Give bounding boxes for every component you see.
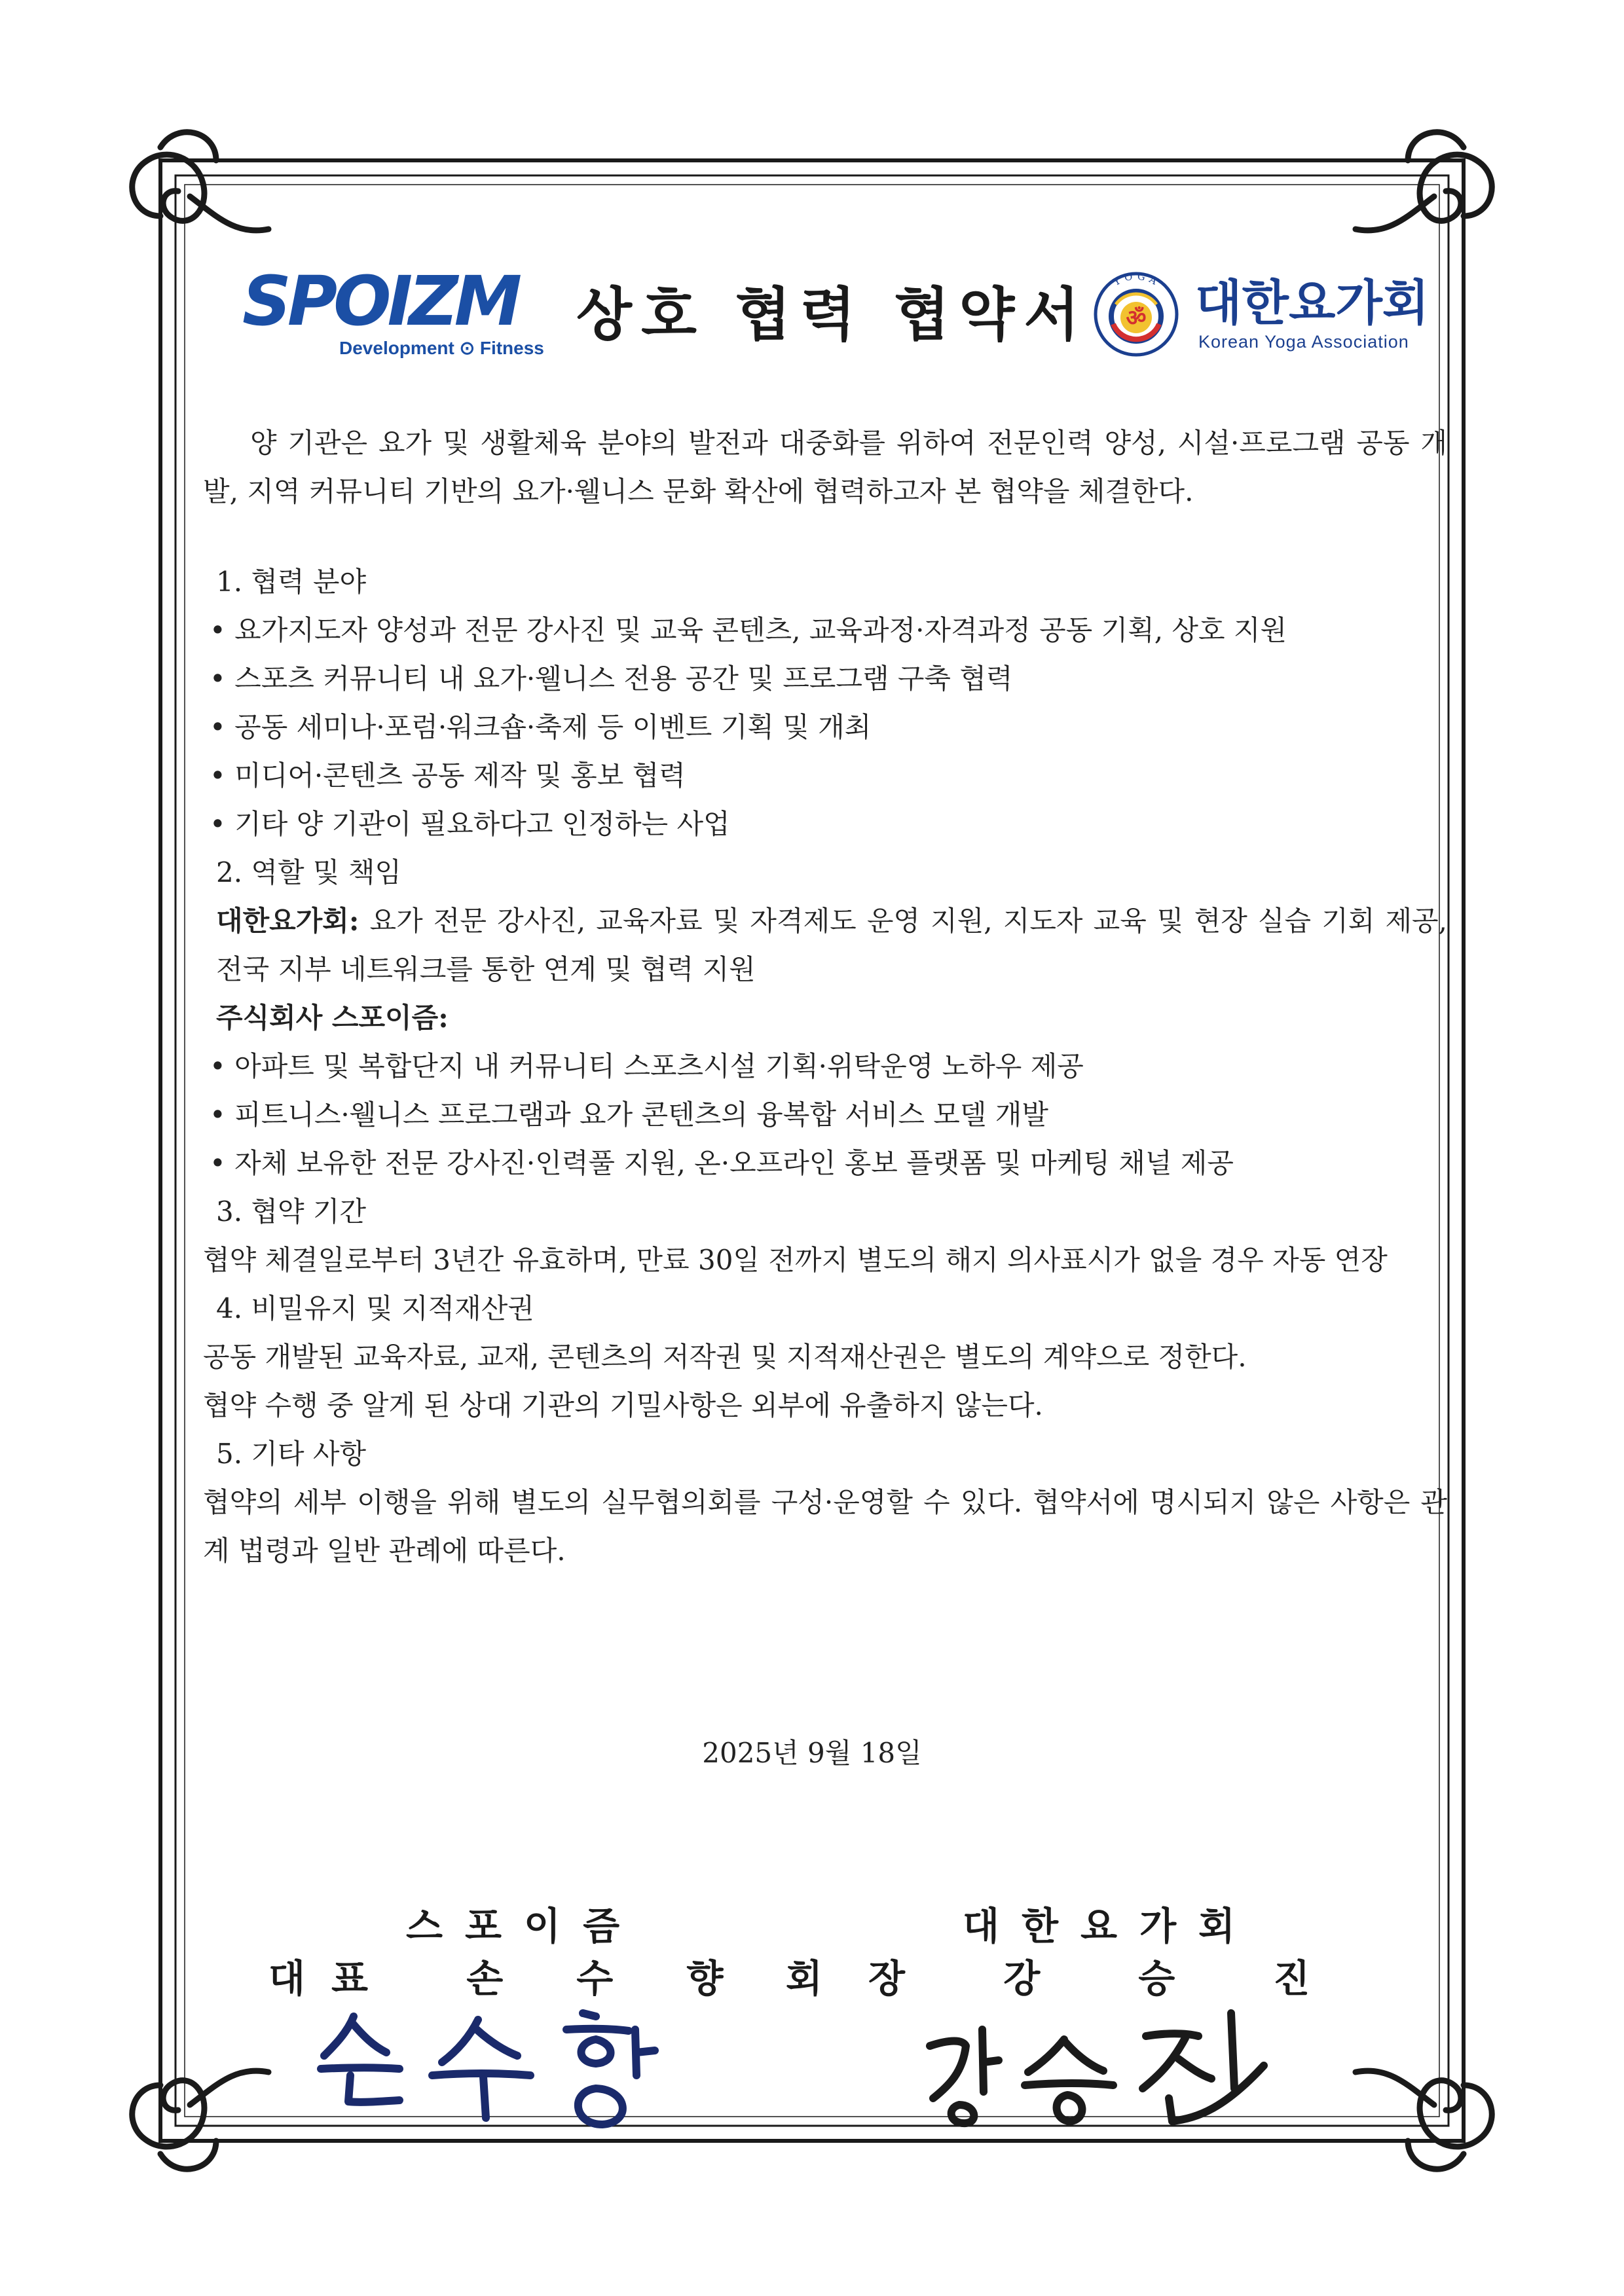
right-representative xyxy=(733,1948,1408,2003)
section-heading: 4. 비밀유지 및 지적재산권 xyxy=(216,1292,534,1324)
list-item-text: 기타 양 기관이 필요하다고 인정하는 사업 xyxy=(234,808,730,840)
section-text: 협약 체결일로부터 3년간 유효하며, 만료 30일 전까지 별도의 해지 의사표시가 없을 경우 자동 연장 xyxy=(203,1244,1388,1276)
kya-role-paragraph xyxy=(203,897,1447,994)
list-item: • 미디어·콘텐츠 공동 제작 및 홍보 협력 xyxy=(210,759,686,792)
list-item-text: 공동 세미나·포럼·워크숍·축제 등 이벤트 기획 및 개최 xyxy=(234,711,872,743)
section-text: 공동 개발된 교육자료, 교재, 콘텐츠의 저작권 및 지적재산권은 별도의 계약으로 정한다. xyxy=(203,1341,1247,1373)
list-item: • 기타 양 기관이 필요하다고 인정하는 사업 xyxy=(210,808,730,840)
kya-emblem-icon xyxy=(1087,265,1185,363)
spoizm-role-label: 주식회사 스포이즘: xyxy=(216,1002,449,1034)
list-item: • 요가지도자 양성과 전문 강사진 및 교육 콘텐츠, 교육과정·자격과정 공동 기획, 상호 지원 xyxy=(210,614,1287,646)
section-heading: 5. 기타 사항 xyxy=(216,1438,367,1470)
right-handwritten-signature xyxy=(910,2000,1277,2131)
section-heading: 1. 협력 분야 xyxy=(216,566,367,598)
kya-role-text: 요가 전문 강사진, 교육자료 및 자격제도 운영 지원, 지도자 교육 및 현장 실습 기회 제공, 전국 지부 네트워크를 통한 연계 및 협력 지원 xyxy=(216,905,1447,985)
kya-name: 대한요가회 xyxy=(1195,275,1430,331)
section-text: 협약의 세부 이행을 위해 별도의 실무협의회를 구성·운영할 수 있다. 협약서에 명시되지 않은 사항은 관계 법령과 일반 관례에 따른다. xyxy=(203,1486,1447,1567)
left-rep-title: 대표 xyxy=(268,1956,395,2001)
agreement-date: 2025년 9월 18일 xyxy=(702,1737,922,1769)
svg-text:ॐ: ॐ xyxy=(1126,305,1147,331)
list-item: • 스포츠 커뮤니티 내 요가·웰니스 전용 공간 및 프로그램 구축 협력 xyxy=(210,663,1013,695)
list-item-text: 아파트 및 복합단지 내 커뮤니티 스포츠시설 기획·위탁운영 노하우 제공 xyxy=(234,1050,1084,1082)
left-handwritten-signature xyxy=(314,2003,681,2134)
kya-emblem-text: YOGA xyxy=(1111,270,1163,289)
kya-role-label: 대한요가회: xyxy=(216,905,360,937)
section-text: 협약 수행 중 알게 된 상대 기관의 기밀사항은 외부에 유출하지 않는다. xyxy=(203,1389,1043,1421)
document-title: 상호 협력 협약서 xyxy=(576,280,1089,348)
list-item: • 피트니스·웰니스 프로그램과 요가 콘텐츠의 융복합 서비스 모델 개발 xyxy=(210,1099,1048,1131)
list-item-text: 요가지도자 양성과 전문 강사진 및 교육 콘텐츠, 교육과정·자격과정 공동 기획, 상호 지원 xyxy=(234,614,1287,646)
left-rep-name: 손수향 xyxy=(466,1956,797,2001)
spoizm-logo-wordmark: SPOIZM xyxy=(242,261,519,341)
list-item: • 자체 보유한 전문 강사진·인력풀 지원, 온·오프라인 홍보 플랫폼 및 마케팅 채널 제공 xyxy=(210,1147,1234,1179)
left-organization-name: 스포이즘 xyxy=(406,1904,642,1948)
kya-name-english: Korean Yoga Association xyxy=(1198,332,1409,352)
list-item: • 아파트 및 복합단지 내 커뮤니티 스포츠시설 기획·위탁운영 노하우 제공 xyxy=(210,1050,1084,1082)
list-item-text: 스포츠 커뮤니티 내 요가·웰니스 전용 공간 및 프로그램 구축 협력 xyxy=(234,663,1013,695)
right-rep-name: 강승진 xyxy=(1003,1956,1409,2001)
list-item-text: 피트니스·웰니스 프로그램과 요가 콘텐츠의 융복합 서비스 모델 개발 xyxy=(234,1099,1048,1131)
intro-paragraph: 양 기관은 요가 및 생활체육 분야의 발전과 대중화를 위하여 전문인력 양성, 시설·프로그램 공동 개발, 지역 커뮤니티 기반의 요가·웰니스 문화 확산에 협력하고자 본 협약을 체결한다. xyxy=(203,427,1447,507)
list-item: • 공동 세미나·포럼·워크숍·축제 등 이벤트 기획 및 개최 xyxy=(210,711,872,743)
section-heading: 3. 협약 기간 xyxy=(216,1195,367,1228)
right-organization-name: 대한요가회 xyxy=(963,1904,1258,1948)
section-heading: 2. 역할 및 책임 xyxy=(216,856,401,888)
list-item-text: 자체 보유한 전문 강사진·인력풀 지원, 온·오프라인 홍보 플랫폼 및 마케팅 채널 제공 xyxy=(234,1147,1234,1179)
list-item-text: 미디어·콘텐츠 공동 제작 및 홍보 협력 xyxy=(234,759,686,792)
spoizm-logo xyxy=(242,261,544,363)
agreement-body xyxy=(203,419,1447,1575)
right-rep-title: 회장 xyxy=(786,1956,951,2001)
spoizm-logo-tagline: Development ⊙ Fitness xyxy=(339,338,544,358)
left-representative xyxy=(268,1948,796,2003)
